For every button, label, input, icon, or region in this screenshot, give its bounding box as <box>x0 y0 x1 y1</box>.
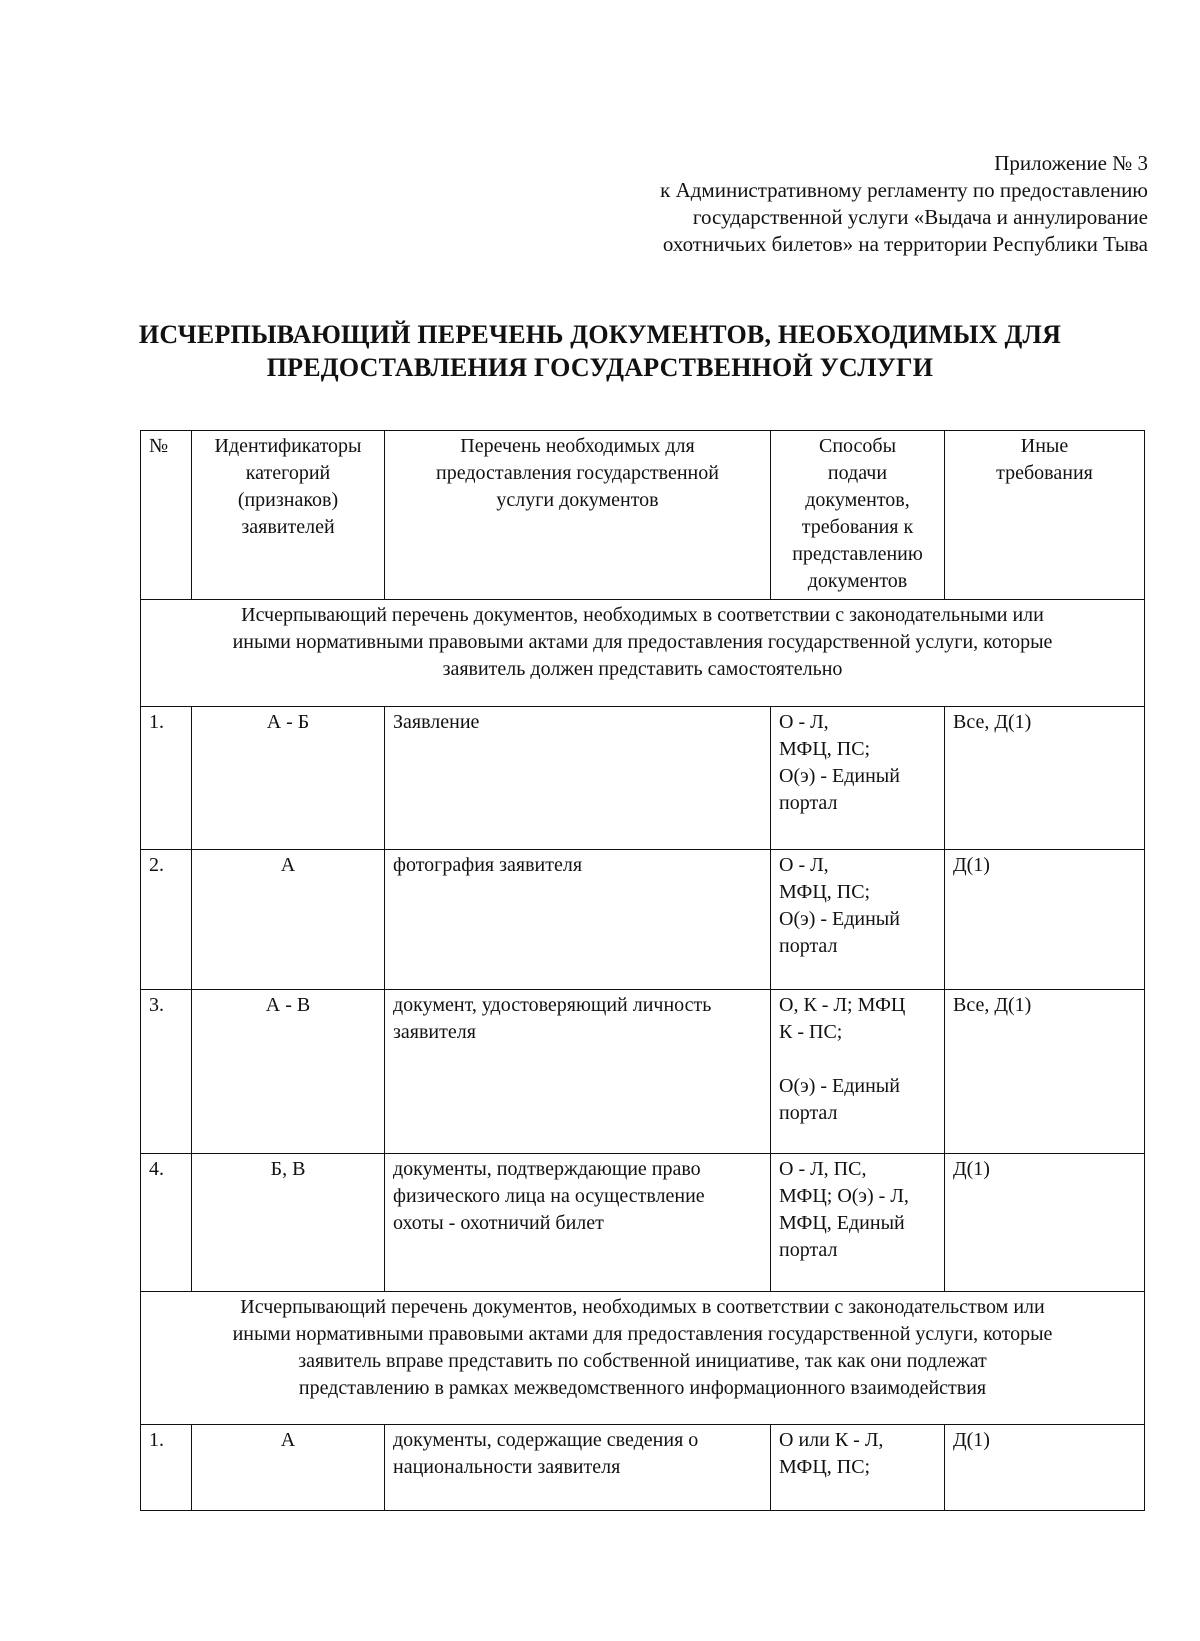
row-category: А <box>192 850 385 990</box>
title-line: ИСЧЕРПЫВАЮЩИЙ ПЕРЕЧЕНЬ ДОКУМЕНТОВ, НЕОБХОДИМЫХ ДЛЯ <box>138 320 1062 349</box>
table-header-row <box>141 431 1145 600</box>
row-category: А - Б <box>192 707 385 850</box>
row-other: Д(1) <box>945 1425 1145 1511</box>
annex-line: государственной услуги «Выдача и аннулирование <box>692 205 1148 229</box>
annex-line: к Административному регламенту по предоставлению <box>660 178 1148 202</box>
header-categories: Идентификаторы категорий (признаков) заявителей <box>192 431 385 600</box>
row-methods: О - Л, ПС, МФЦ; О(э) - Л, МФЦ, Единый портал <box>771 1154 945 1292</box>
header-methods: Способы подачи документов, требования к представлению документов <box>771 431 945 600</box>
header-num: № <box>141 431 192 600</box>
row-other: Все, Д(1) <box>945 707 1145 850</box>
row-num: 3. <box>141 990 192 1154</box>
row-document: документы, содержащие сведения о национальности заявителя <box>385 1425 771 1511</box>
row-other: Д(1) <box>945 850 1145 990</box>
row-other: Д(1) <box>945 1154 1145 1292</box>
row-document: Заявление <box>385 707 771 850</box>
row-document: документы, подтверждающие право физического лица на осуществление охоты - охотничий билет <box>385 1154 771 1292</box>
document-title <box>0 318 1200 384</box>
table-row <box>141 990 1145 1154</box>
annex-line: охотничьих билетов» на территории Республики Тыва <box>662 232 1148 256</box>
row-category: А - В <box>192 990 385 1154</box>
row-methods: О - Л, МФЦ, ПС; О(э) - Единый портал <box>771 707 945 850</box>
row-methods: О или К - Л, МФЦ, ПС; <box>771 1425 945 1511</box>
row-document: документ, удостоверяющий личность заявителя <box>385 990 771 1154</box>
annex-line: Приложение № 3 <box>994 151 1148 175</box>
row-other: Все, Д(1) <box>945 990 1145 1154</box>
row-category: Б, В <box>192 1154 385 1292</box>
row-num: 4. <box>141 1154 192 1292</box>
row-num: 2. <box>141 850 192 990</box>
documents-table <box>140 430 1145 1511</box>
title-line: ПРЕДОСТАВЛЕНИЯ ГОСУДАРСТВЕННОЙ УСЛУГИ <box>266 353 934 382</box>
row-document: фотография заявителя <box>385 850 771 990</box>
section-text: Исчерпывающий перечень документов, необходимых в соответствии с законодательством или иными нормативными правовыми актами для предоставления государственной услуги, которые заявитель вправе представить по собственной инициативе, так как они подлежат представлению в рамках межведомственного информационного взаимодействия <box>141 1292 1145 1425</box>
section-row-optional <box>141 1292 1145 1425</box>
table-row <box>141 1425 1145 1511</box>
row-num: 1. <box>141 1425 192 1511</box>
table-row <box>141 707 1145 850</box>
row-num: 1. <box>141 707 192 850</box>
annex-note <box>660 150 1148 258</box>
header-other: Иные требования <box>945 431 1145 600</box>
table-row <box>141 1154 1145 1292</box>
section-row-mandatory <box>141 600 1145 707</box>
row-methods: О, К - Л; МФЦ К - ПС; О(э) - Единый портал <box>771 990 945 1154</box>
table-row <box>141 850 1145 990</box>
section-text: Исчерпывающий перечень документов, необходимых в соответствии с законодательными или иными нормативными правовыми актами для предоставления государственной услуги, которые заявитель должен представить самостоятельно <box>141 600 1145 707</box>
header-documents: Перечень необходимых для предоставления государственной услуги документов <box>385 431 771 600</box>
row-methods: О - Л, МФЦ, ПС; О(э) - Единый портал <box>771 850 945 990</box>
row-category: А <box>192 1425 385 1511</box>
